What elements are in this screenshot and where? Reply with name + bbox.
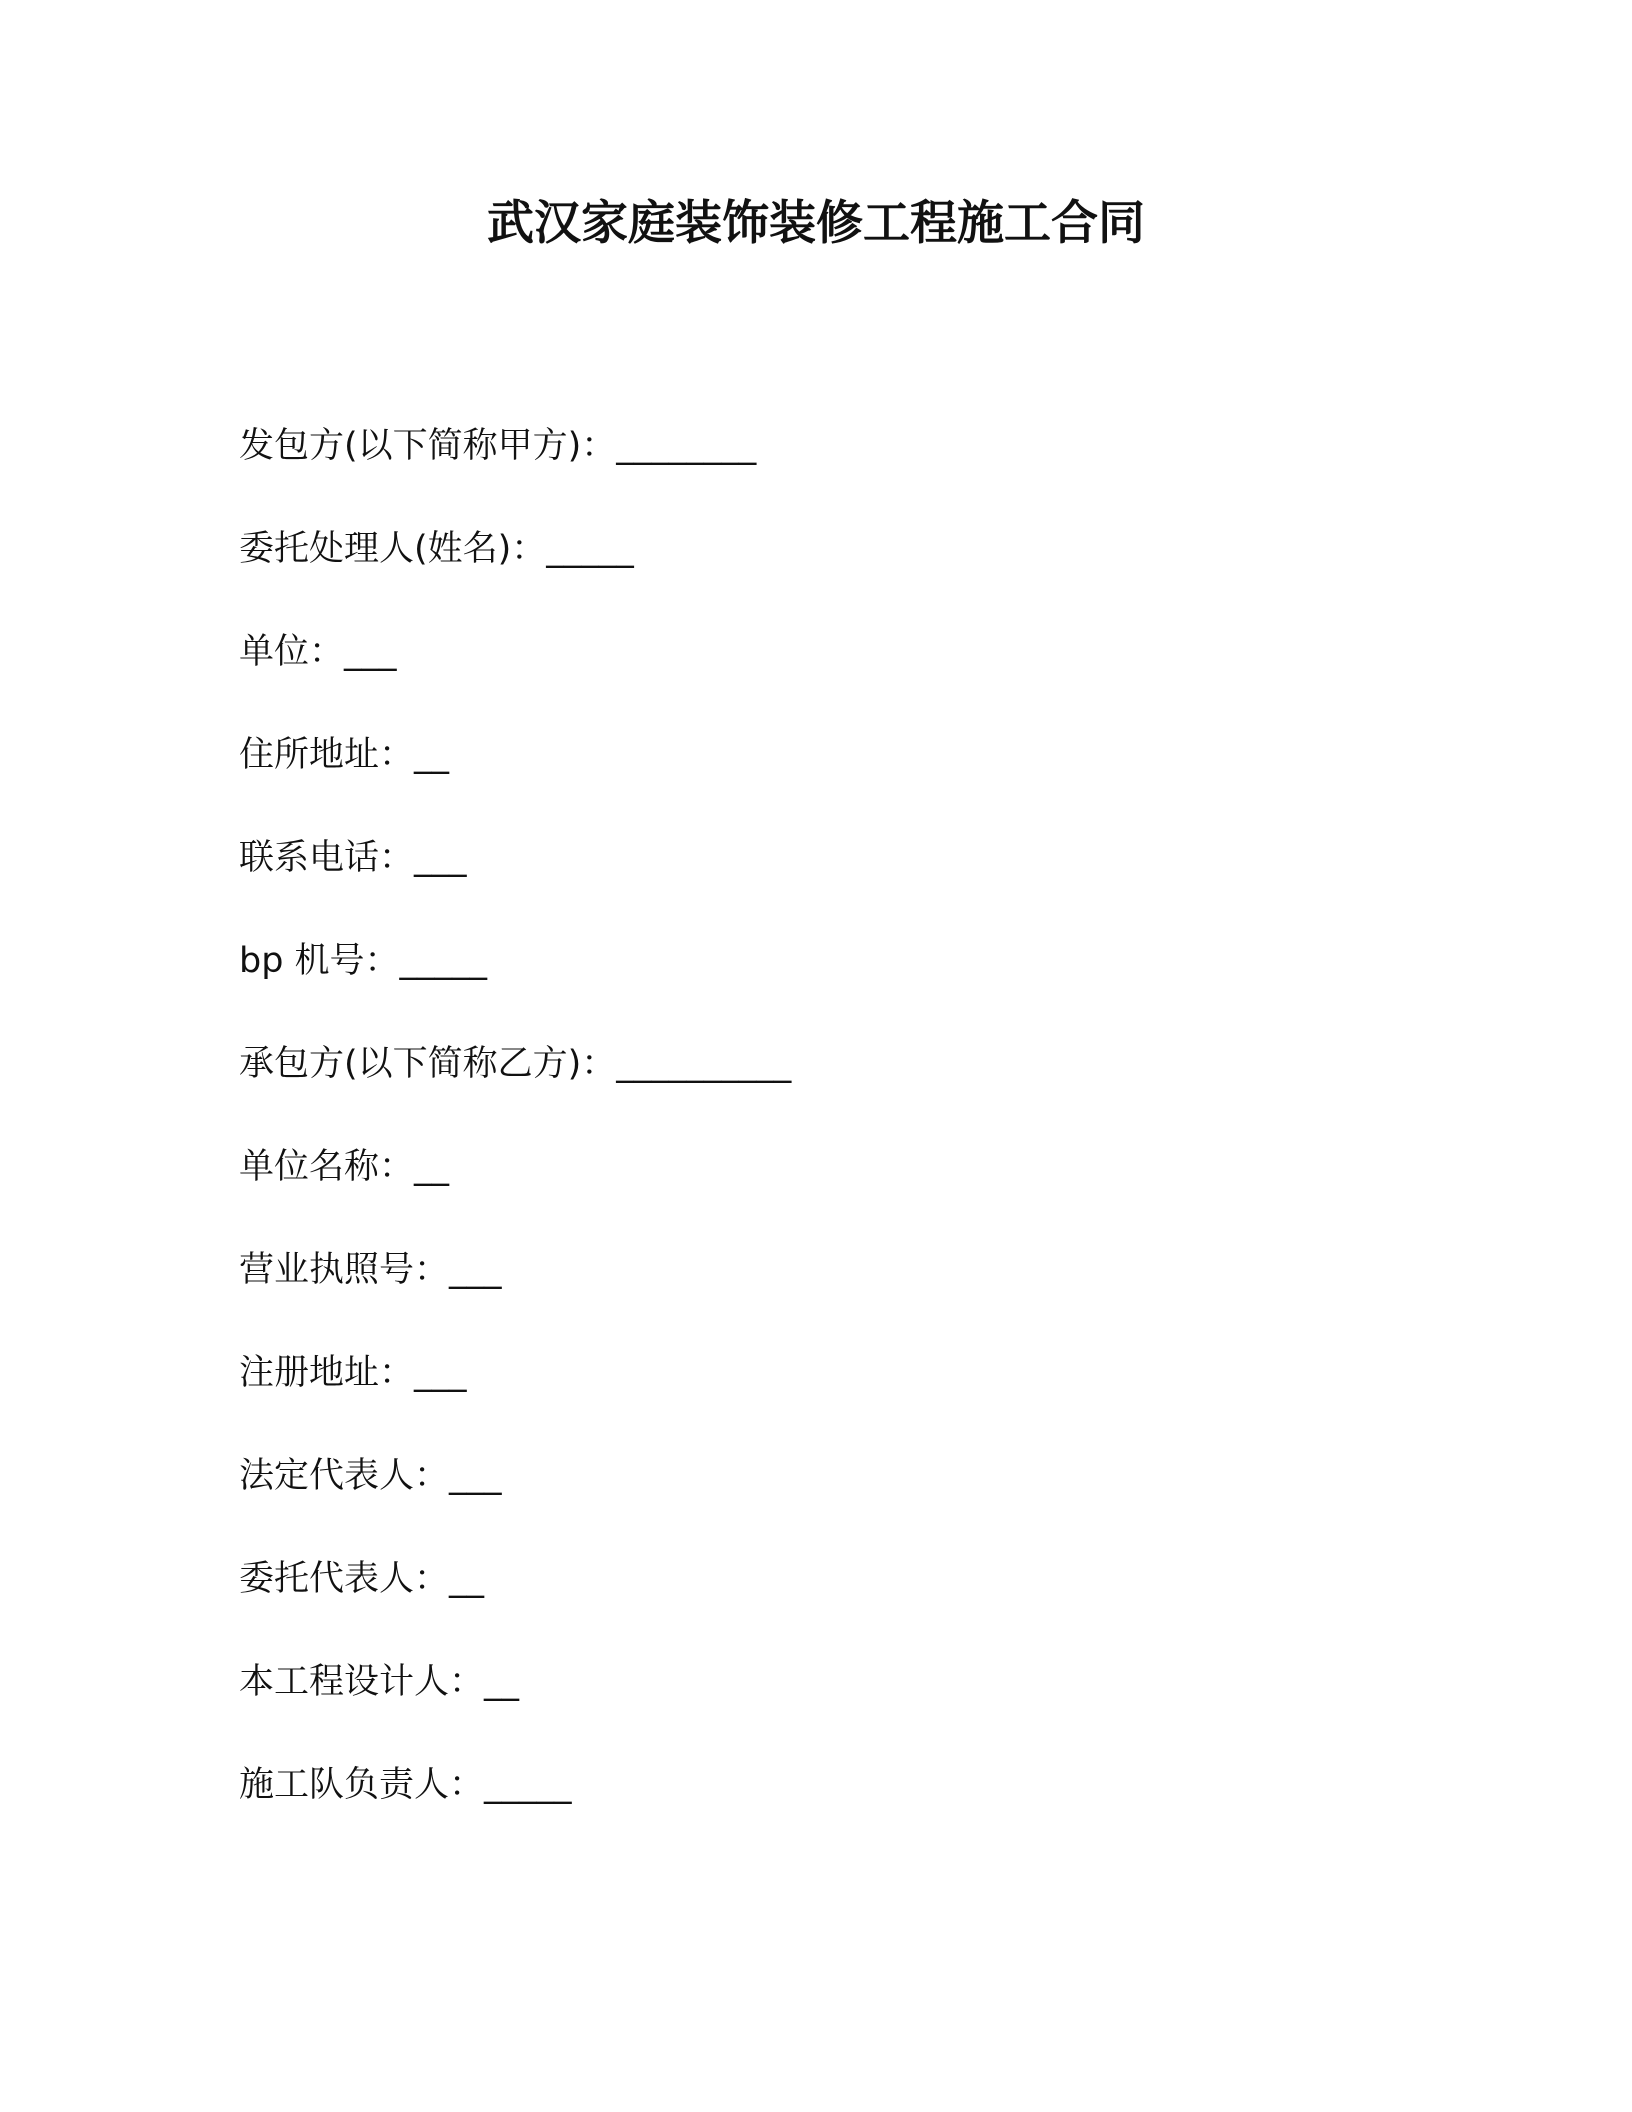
party-info-list	[239, 418, 791, 1860]
field-construction-lead: 施工队负责人：_____	[239, 1765, 572, 1805]
field-unit: 单位：___	[239, 632, 397, 672]
field-authorized-representative: 委托代表人：__	[239, 1559, 485, 1599]
field-legal-representative: 法定代表人：___	[239, 1456, 502, 1496]
field-pager: bp 机号：_____	[239, 941, 488, 981]
field-company-name: 单位名称：__	[239, 1147, 450, 1187]
field-agent-name: 委托处理人(姓名)：_____	[239, 529, 634, 569]
field-designer: 本工程设计人：__	[239, 1662, 520, 1702]
field-party-a: 发包方(以下简称甲方)：________	[239, 426, 757, 466]
document-title: 武汉家庭装饰装修工程施工合同	[487, 196, 1145, 251]
field-business-license: 营业执照号：___	[239, 1250, 502, 1290]
field-phone: 联系电话：___	[239, 838, 467, 878]
field-party-b: 承包方(以下简称乙方)：__________	[239, 1044, 792, 1084]
field-address: 住所地址：__	[239, 735, 450, 775]
field-registered-address: 注册地址：___	[239, 1353, 467, 1393]
